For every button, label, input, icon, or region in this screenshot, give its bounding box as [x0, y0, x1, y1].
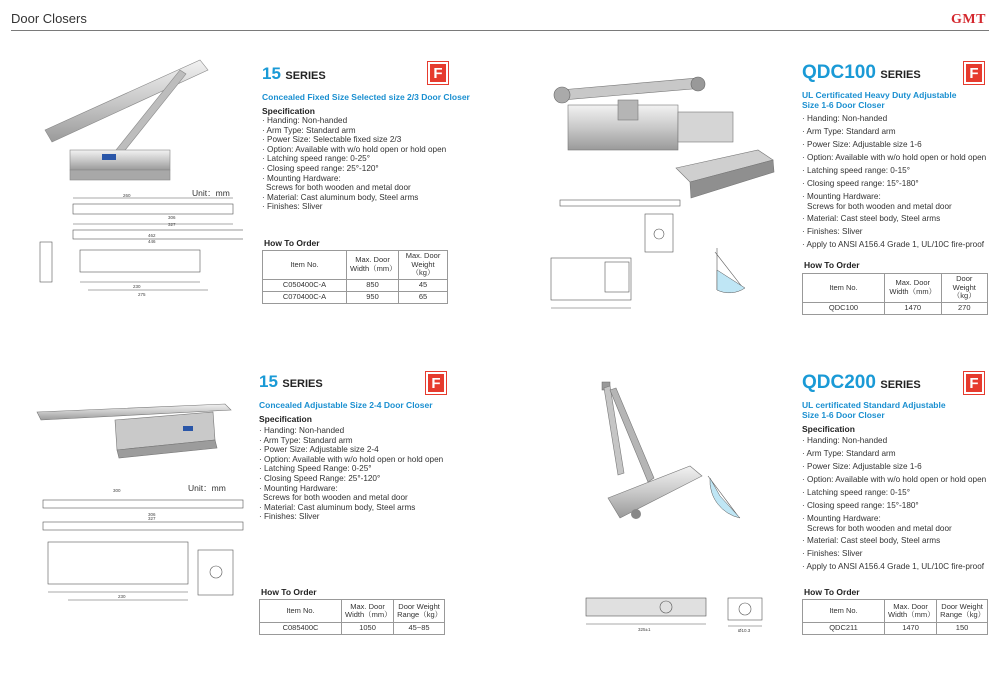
order-heading: How To Order — [264, 238, 320, 248]
order-heading: How To Order — [261, 587, 317, 597]
spec-list — [802, 434, 997, 573]
spec-item: · Closing speed range: 15°-180° — [802, 501, 919, 510]
product-photo-qdc200 — [590, 378, 770, 553]
product-info-qdc100 — [802, 62, 997, 251]
product-subtitle: Concealed Fixed Size Selected size 2/3 Door Closer — [262, 92, 470, 102]
table-header: Item No. — [803, 600, 885, 623]
product-info-15-series-adjustable — [259, 372, 489, 522]
spec-item: · Finishes: Sliver — [259, 512, 320, 522]
product-subtitle: Size 1-6 Door Closer — [802, 100, 885, 110]
dim-label: 446 — [148, 239, 156, 244]
spec-heading: Specification — [802, 424, 855, 434]
spec-list — [262, 116, 492, 212]
dim-label: 230 — [118, 594, 126, 599]
product-photo-15-series-adjustable — [35, 398, 235, 468]
spec-item: Screws for both wooden and metal door — [807, 524, 952, 533]
product-info-15-series-fixed — [262, 64, 492, 212]
order-table — [802, 599, 988, 635]
spec-item: · Apply to ANSI A156.4 Grade 1, UL/10C fire-proof — [802, 562, 985, 571]
spec-heading: Specification — [259, 414, 312, 424]
technical-drawing-qdc100 — [545, 190, 775, 315]
dim-label: 230 — [133, 284, 141, 289]
dim-label: 327 — [148, 516, 156, 521]
spec-item: · Material: Cast aluminum body, Steel arms — [262, 192, 419, 202]
series-title: 15 SERIES — [259, 372, 323, 391]
product-subtitle: Size 1-6 Door Closer — [802, 410, 885, 420]
spec-item: · Arm Type: Standard arm — [802, 449, 896, 458]
table-header: Item No. — [803, 274, 885, 303]
table-cell: 1470 — [885, 623, 937, 635]
spec-item: · Mounting Hardware: — [802, 514, 881, 523]
spec-item: · Option: Available with w/o hold open or hold open — [262, 144, 447, 154]
table-header: Max. Door Width（mm） — [347, 251, 399, 280]
table-header: Door Weight Range（kg） — [937, 600, 988, 623]
fire-rated-icon: F — [964, 62, 984, 84]
order-table — [262, 250, 448, 304]
table-header-row — [803, 600, 988, 623]
spec-item: · Power Size: Adjustable size 1-6 — [802, 462, 922, 471]
page-title: Door Closers — [11, 11, 87, 26]
spec-item: · Arm Type: Standard arm — [802, 127, 896, 136]
order-table — [259, 599, 445, 635]
spec-item: · Mounting Hardware: — [262, 173, 341, 183]
table-cell: C050400C-A — [263, 279, 347, 291]
spec-item: · Finishes: Sliver — [262, 202, 323, 212]
spec-item: · Option: Available with w/o hold open or hold open — [259, 454, 444, 464]
table-cell: 45~85 — [394, 623, 445, 635]
fire-rated-icon: F — [428, 62, 448, 84]
spec-item: · Closing Speed Range: 25°-120° — [259, 473, 381, 483]
spec-item: · Mounting Hardware: — [259, 483, 338, 493]
table-header: Item No. — [263, 251, 347, 280]
dim-label: 462 — [148, 233, 156, 238]
order-heading: How To Order — [804, 587, 860, 597]
spec-item: Screws for both wooden and metal door — [263, 493, 408, 503]
table-cell: 850 — [347, 279, 399, 291]
series-title: 15 SERIES — [262, 64, 326, 83]
spec-item: · Material: Cast steel body, Steel arms — [802, 536, 941, 545]
spec-item: · Latching speed range: 0-25° — [262, 154, 370, 164]
spec-item: · Handing: Non-handed — [802, 436, 888, 445]
table-header: Max. Door Width（mm） — [342, 600, 394, 623]
table-cell: 45 — [399, 279, 448, 291]
spec-item: Screws for both wooden and metal door — [266, 183, 411, 193]
spec-item: · Arm Type: Standard arm — [259, 435, 353, 445]
table-cell: 270 — [941, 302, 987, 314]
table-cell: 950 — [347, 291, 399, 303]
table-header-row — [260, 600, 445, 623]
spec-item: · Power Size: Adjustable size 2-4 — [259, 445, 379, 455]
spec-item: · Arm Type: Standard arm — [262, 125, 356, 135]
table-cell: QDC211 — [803, 623, 885, 635]
series-title: QDC100 SERIES — [802, 62, 921, 83]
series-title: QDC200 SERIES — [802, 372, 921, 393]
spec-list — [802, 112, 997, 251]
table-row — [260, 623, 445, 635]
table-cell: 65 — [399, 291, 448, 303]
spec-heading: Specification — [262, 106, 315, 116]
spec-item: · Closing speed range: 25°-120° — [262, 163, 379, 173]
dim-label: 306 — [148, 512, 156, 517]
table-header: Door Weight Range（kg） — [394, 600, 445, 623]
spec-item: · Latching speed range: 0-15° — [802, 166, 910, 175]
technical-drawing-qdc200 — [578, 588, 768, 638]
order-table — [802, 273, 988, 315]
dim-label: 325±1 — [638, 627, 651, 632]
spec-item: · Finishes: Sliver — [802, 227, 863, 236]
product-photo-15-series-fixed — [40, 50, 220, 190]
dim-label: 275 — [138, 292, 146, 297]
table-header-row — [263, 251, 448, 280]
spec-item: · Handing: Non-handed — [259, 426, 345, 435]
unit-label: Unit：mm — [192, 188, 230, 198]
table-row — [803, 623, 988, 635]
spec-item: · Closing speed range: 15°-180° — [802, 179, 919, 188]
table-header-row — [803, 274, 988, 303]
dim-label: 306 — [168, 215, 176, 220]
dim-label: Ø10.3 — [738, 628, 751, 633]
dim-label: 300 — [113, 488, 121, 493]
spec-item: · Handing: Non-handed — [802, 114, 888, 123]
fire-rated-icon: F — [426, 372, 446, 394]
table-cell: 150 — [937, 623, 988, 635]
table-row — [263, 291, 448, 303]
product-info-qdc200 — [802, 372, 997, 573]
table-header: Max. Door Weight（kg） — [399, 251, 448, 280]
spec-item: · Latching speed range: 0-15° — [802, 488, 910, 497]
table-cell: 1050 — [342, 623, 394, 635]
table-cell: 1470 — [885, 302, 942, 314]
spec-item: · Material: Cast steel body, Steel arms — [802, 214, 941, 223]
spec-item: Screws for both wooden and metal door — [807, 202, 952, 211]
table-header: Door Weight（kg） — [941, 274, 987, 303]
table-header: Max. Door Width（mm） — [885, 600, 937, 623]
dim-label: 327 — [168, 222, 176, 227]
product-subtitle: UL Certificated Heavy Duty Adjustable — [802, 90, 957, 100]
table-header: Max. Door Width（mm） — [885, 274, 942, 303]
dim-label: 260 — [123, 193, 131, 198]
spec-item: · Finishes: Sliver — [802, 549, 863, 558]
table-cell: QDC100 — [803, 302, 885, 314]
brand-logo: GMT — [951, 12, 986, 27]
product-photo-qdc100 — [548, 70, 778, 210]
spec-item: · Power Size: Selectable fixed size 2/3 — [262, 135, 402, 145]
product-subtitle: Concealed Adjustable Size 2-4 Door Closer — [259, 400, 433, 410]
spec-list — [259, 426, 489, 522]
table-row — [803, 302, 988, 314]
spec-item: · Apply to ANSI A156.4 Grade 1, UL/10C fire-proof — [802, 240, 985, 249]
table-row — [263, 279, 448, 291]
unit-label: Unit：mm — [188, 483, 226, 493]
spec-item: · Option: Available with w/o hold open or hold open — [802, 153, 987, 162]
spec-item: · Handing: Non-handed — [262, 116, 348, 125]
header-divider — [11, 30, 989, 31]
spec-item: · Option: Available with w/o hold open or hold open — [802, 475, 987, 484]
spec-item: · Power Size: Adjustable size 1-6 — [802, 140, 922, 149]
fire-rated-icon: F — [964, 372, 984, 394]
product-subtitle: UL certificated Standard Adjustable — [802, 400, 946, 410]
table-cell: C070400C-A — [263, 291, 347, 303]
table-cell: C085400C — [260, 623, 342, 635]
technical-drawing-15-series-fixed — [28, 190, 243, 300]
order-heading: How To Order — [804, 260, 860, 270]
spec-item: · Mounting Hardware: — [802, 192, 881, 201]
spec-item: · Material: Cast aluminum body, Steel arms — [259, 502, 416, 512]
technical-drawing-15-series-adjustable — [28, 480, 248, 605]
table-header: Item No. — [260, 600, 342, 623]
spec-item: · Latching Speed Range: 0-25° — [259, 464, 372, 474]
